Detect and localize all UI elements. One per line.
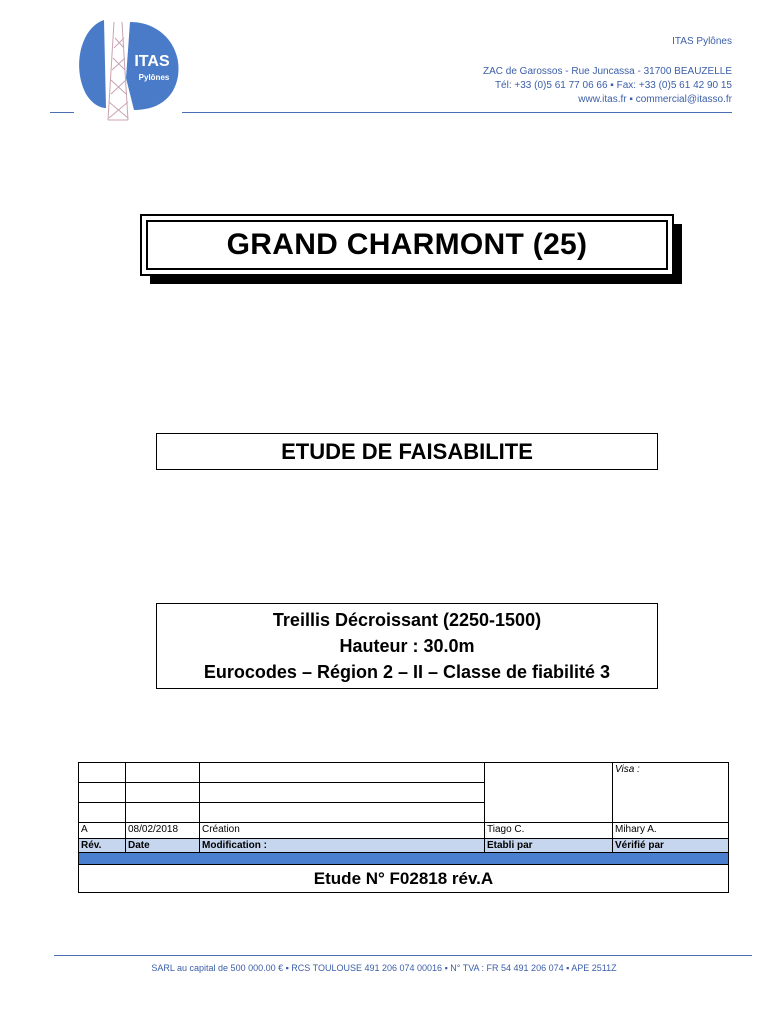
study-type: ETUDE DE FAISABILITE [281, 438, 533, 464]
blue-band-cell [79, 853, 729, 865]
specs-box [156, 603, 658, 689]
svg-text:ITAS: ITAS [134, 53, 170, 70]
spec-structure: Treillis Décroissant (2250-1500) [272, 610, 542, 630]
table-cell [126, 783, 200, 803]
header-etabli: Etabli par [485, 839, 613, 853]
footer-legal: SARL au capital de 500 000.00 € ▪ RCS TOULOUSE 491 206 074 00016 ▪ N° TVA : FR 54 491 206 074 ▪ APE 2511Z [151, 963, 617, 973]
spec-height: Hauteur : 30.0m [339, 636, 475, 656]
pylon-icon [108, 22, 128, 120]
company-address [483, 65, 732, 107]
header-modification: Modification : [200, 839, 485, 853]
visa-label: Visa : [615, 764, 640, 775]
visa-cell [613, 763, 729, 823]
table-cell [126, 763, 200, 783]
revision-row [79, 823, 729, 839]
svg-text:Pylônes: Pylônes [138, 73, 170, 82]
header-date: Date [126, 839, 200, 853]
itas-logo [74, 18, 182, 122]
page-title: GRAND CHARMONT (25) [226, 228, 588, 261]
footer-rule [54, 955, 752, 956]
title-box [140, 214, 674, 276]
table-cell [200, 783, 485, 803]
phone-fax-line: Tél: +33 (0)5 61 77 06 66 ▪ Fax: +33 (0)5 61 42 90 15 [494, 80, 732, 91]
title-inner-frame [146, 220, 668, 270]
header-rev: Rév. [79, 839, 126, 853]
table-cell [200, 763, 485, 783]
study-type-box [156, 433, 658, 470]
date-value: 08/02/2018 [126, 823, 200, 839]
table-header-row [79, 839, 729, 853]
table-cell [200, 803, 485, 823]
revision-table [78, 762, 729, 893]
company-name: ITAS Pylônes [672, 36, 732, 47]
table-cell [79, 803, 126, 823]
address-line: ZAC de Garossos - Rue Juncassa - 31700 BEAUZELLE [482, 66, 732, 77]
table-row [79, 763, 729, 783]
header-verifie: Vérifié par [613, 839, 729, 853]
web-email-line[interactable]: www.itas.fr ▪ commercial@itasso.fr [578, 94, 732, 105]
table-cell [79, 783, 126, 803]
etabli-value: Tiago C. [485, 823, 613, 839]
table-cell [126, 803, 200, 823]
header-rule-right [182, 112, 732, 113]
modification-value: Création [200, 823, 485, 839]
spec-eurocodes: Eurocodes – Région 2 – II – Classe de fiabilité 3 [203, 662, 611, 682]
blue-band [79, 853, 729, 865]
etabli-signature-cell [485, 763, 613, 823]
study-number-row [79, 865, 729, 893]
study-number: Etude N° F02818 rév.A [79, 865, 729, 893]
header-rule-left [50, 112, 74, 113]
rev-value: A [79, 823, 126, 839]
table-cell [79, 763, 126, 783]
verifie-value: Mihary A. [613, 823, 729, 839]
